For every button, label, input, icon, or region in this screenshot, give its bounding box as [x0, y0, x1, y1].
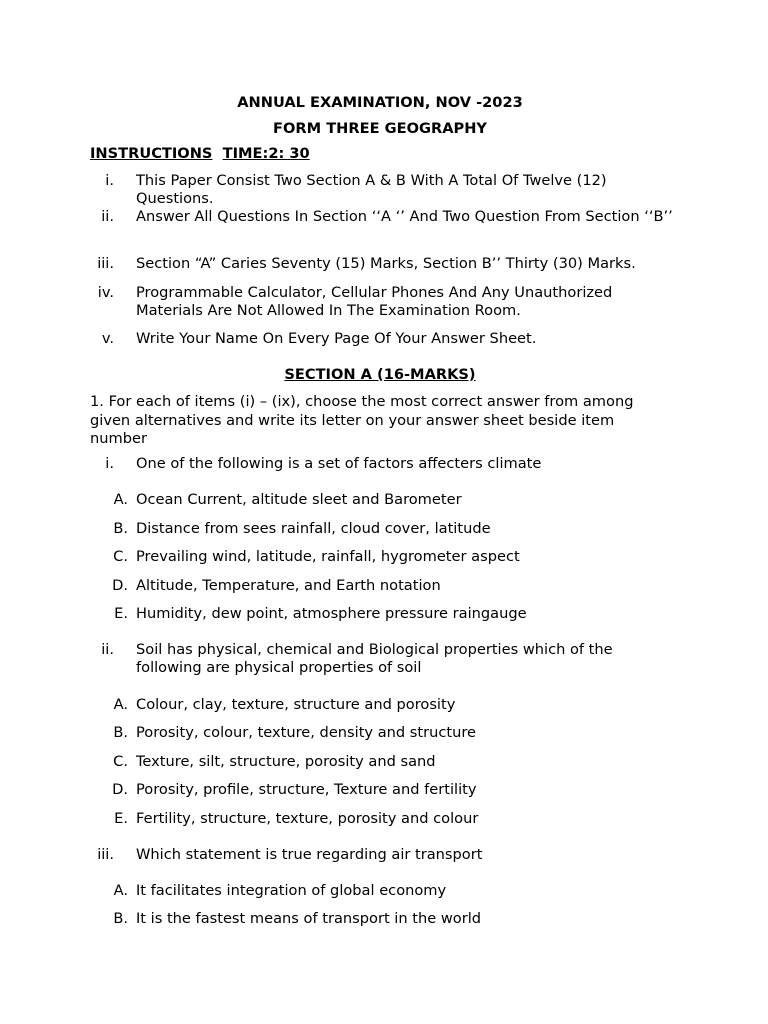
option-text: Distance from sees rainfall, cloud cover, latitude — [136, 520, 491, 537]
option-text: Porosity, colour, texture, density and structure — [136, 724, 477, 741]
option-text: Texture, silt, structure, porosity and sand — [136, 753, 436, 770]
instruction-text: Answer All Questions In Section ‘‘A ‘’ And Two Question From Section ‘‘B’’ — [136, 208, 673, 225]
instruction-number: v. — [101, 330, 114, 347]
instruction-number: iv. — [97, 284, 114, 301]
instruction-text: Section “A” Caries Seventy (15) Marks, Section B’’ Thirty (30) Marks. — [136, 255, 636, 272]
question-item-text: Soil has physical, chemical and Biological properties which of the following are physical properties of soil — [136, 641, 613, 676]
section-a-title: SECTION A (16-MARKS) — [284, 366, 476, 383]
option-letter: C. — [113, 548, 128, 565]
instruction-text: This Paper Consist Two Section A & B With A Total Of Twelve (12) Questions. — [136, 172, 607, 207]
instruction-text: Write Your Name On Every Page Of Your Answer Sheet. — [136, 330, 537, 347]
instruction-number: iii. — [97, 255, 114, 272]
instruction-number: ii. — [101, 208, 114, 225]
instructions-label: INSTRUCTIONS — [90, 145, 213, 162]
exam-time: TIME:2: 30 — [222, 145, 310, 162]
option-letter: B. — [113, 520, 128, 537]
option-text: Humidity, dew point, atmosphere pressure raingauge — [136, 605, 527, 622]
exam-subject: FORM THREE GEOGRAPHY — [273, 120, 487, 137]
question-item-number: iii. — [97, 846, 114, 863]
option-letter: B. — [113, 910, 128, 927]
instruction-text: Programmable Calculator, Cellular Phones And Any Unauthorized Materials Are Not Allowed In The Examination Room. — [136, 284, 613, 319]
option-text: Ocean Current, altitude sleet and Barometer — [136, 491, 462, 508]
option-letter: E. — [114, 810, 128, 827]
option-letter: C. — [113, 753, 128, 770]
option-letter: D. — [112, 781, 128, 798]
question-item-text: Which statement is true regarding air transport — [136, 846, 483, 863]
option-letter: D. — [112, 577, 128, 594]
option-text: Porosity, profile, structure, Texture and fertility — [136, 781, 477, 798]
option-text: Prevailing wind, latitude, rainfall, hygrometer aspect — [136, 548, 520, 565]
instructions-heading — [90, 145, 310, 163]
question-item-number: i. — [105, 455, 114, 472]
question-item-text: One of the following is a set of factors affecters climate — [136, 455, 542, 472]
option-text: Altitude, Temperature, and Earth notation — [136, 577, 441, 594]
option-letter: A. — [113, 696, 128, 713]
option-text: Fertility, structure, texture, porosity and colour — [136, 810, 479, 827]
option-letter: A. — [113, 491, 128, 508]
option-letter: B. — [113, 724, 128, 741]
option-letter: A. — [113, 882, 128, 899]
option-text: It is the fastest means of transport in the world — [136, 910, 482, 927]
option-text: Colour, clay, texture, structure and porosity — [136, 696, 456, 713]
option-letter: E. — [114, 605, 128, 622]
instruction-number: i. — [105, 172, 114, 189]
question-item-number: ii. — [101, 641, 114, 658]
exam-title: ANNUAL EXAMINATION, NOV -2023 — [237, 94, 523, 111]
option-text: It facilitates integration of global economy — [136, 882, 447, 899]
question-1-intro: 1. For each of items (i) – (ix), choose the most correct answer from among given alternatives and write its letter on your answer sheet beside item number — [90, 393, 634, 447]
